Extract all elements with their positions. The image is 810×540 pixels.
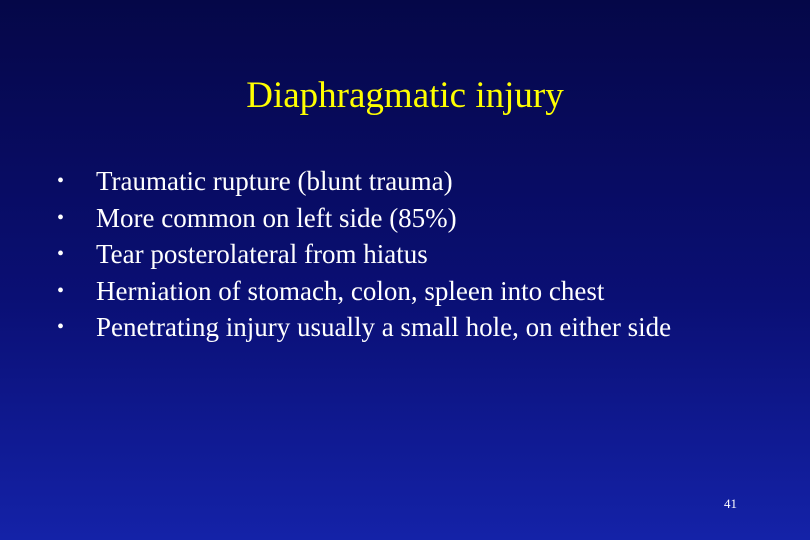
bullet-text: Tear posterolateral from hiatus bbox=[96, 239, 428, 269]
bullet-text: Herniation of stomach, colon, spleen into chest bbox=[96, 275, 605, 306]
bullet-item-4 bbox=[0, 274, 760, 309]
page-number: 41 bbox=[724, 496, 737, 511]
bullet-marker: • bbox=[57, 170, 65, 192]
bullet-text: Traumatic rupture (blunt trauma) bbox=[96, 166, 453, 196]
bullet-item-3 bbox=[0, 237, 760, 272]
bullet-text: Penetrating injury usually a small hole, on either side bbox=[96, 312, 672, 342]
bullet-item-5 bbox=[0, 310, 760, 345]
bullet-marker: • bbox=[57, 243, 65, 265]
bullet-marker: • bbox=[57, 279, 65, 302]
slide-title: Diaphragmatic injury bbox=[246, 75, 564, 116]
bullet-item-2 bbox=[0, 201, 760, 236]
bullet-item-1 bbox=[0, 164, 760, 199]
bullet-marker: • bbox=[57, 206, 65, 229]
bullet-text: More common on left side (85%) bbox=[96, 202, 457, 233]
bullet-marker: • bbox=[57, 316, 65, 338]
bullet-list bbox=[0, 164, 760, 347]
